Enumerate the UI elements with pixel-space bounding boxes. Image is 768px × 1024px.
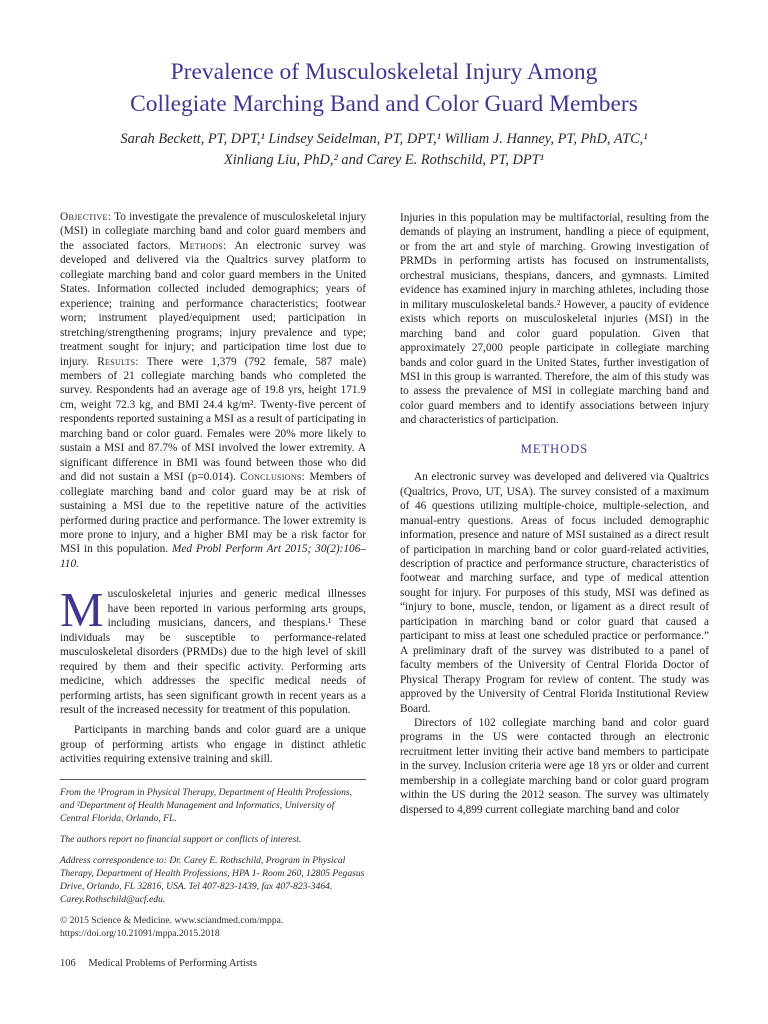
right-column bbox=[400, 211, 709, 817]
footnote-affiliation: From the ¹Program in Physical Therapy, Department of Health Professions, and ²Department of Health Management and Informatics, University of Central Florida, Orlando, FL. bbox=[60, 787, 352, 824]
journal-name: Medical Problems of Performing Artists bbox=[88, 958, 257, 969]
right-paragraph-1: Injuries in this population may be multifactorial, resulting from the demands of playing an instrument, handling a piece of equipment, or from the art and style of marching. Growing investigation of PRMDs in performing artists has focused on instrumentalists, orchestral musicians, thespians, dancers, and gymnasts. Limited evidence has examined injury in marching athletes, including those in military musculoskeletal bands.² However, a paucity of evidence exists which reports on musculoskeletal injuries (MSI) in the marching band and color guard population. Given that approximately 27,000 people participate in collegiate marching bands and color guard in the United States, further investigation of MSI in this group is warranted. Therefore, the aim of this study was to assess the prevalence of MSI in collegiate marching band and color guard members and to identify associations between injury and characteristics of participation. bbox=[400, 212, 709, 427]
left-column bbox=[60, 210, 366, 767]
abstract-results-text: There were 1,379 (792 female, 587 male) members of 21 collegiate marching bands who completed the survey. Respondents had an average age of 19.8 yrs, height 171.9 cm, weight 72.3 kg, and BMI 24.4 kg/m². Twenty-five percent of respondents reported sustaining a MSI as a result of participating in marching band or color guard. Females were 20% more likely to sustain a MSI and 87.7% of MSI involved the lower extremity. A significant difference in BMI was found between those who did and did not sustain a MSI (p=0.014). bbox=[60, 355, 366, 484]
intro-paragraph-1-text: usculoskeletal injuries and generic medical illnesses have been reported in various performing arts groups, including musicians, dancers, and thespians.¹ These individuals may be susceptible to performance-related musculoskeletal disorders (PRMDs) due to the high level of skill required by them and their specific activity. Performing arts medicine, which addresses the specific medical needs of performing artists, has seen significant growth in recent years as a result of the increased necessity for treatment of this population. bbox=[60, 588, 366, 716]
authors-line-1: Sarah Beckett, PT, DPT,¹ Lindsey Seidelman, PT, DPT,¹ William J. Hanney, PT, PhD, ATC,¹ bbox=[120, 131, 648, 147]
abstract-conclusions-text: Members of collegiate marching band and color guard may be at risk of sustaining a MSI due to the repetitive nature of the activities performed during practice and performance. The lower extremity is more prone to injury, and a higher BMI may be a risk factor for MSI in this population. bbox=[60, 471, 366, 556]
methods-paragraph-1: An electronic survey was developed and delivered via Qualtrics (Qualtrics, Provo, UT, USA). The survey consisted of a maximum of 46 questions utilizing multiple-choice, multiple-selection, and manual-entry questions. Areas of focus included demographic information, presence and nature of MSI sustained as a direct result of participation in marching band or color guard-related activities, description of practice and performance structure, characteristics of footwear and marching surface, and type of medical attention sought for injury. For purposes of this study, MSI was defined as “injury to bone, muscle, tendon, or ligament as a direct result of participation in marching band or color guard that caused a participant to miss at least one scheduled practice or performance.” A preliminary draft of the survey was distributed to a panel of faculty members of the University of Central Florida Doctor of Physical Therapy Program for review of content. The study was approved by the University of Central Florida Institutional Review Board. bbox=[400, 471, 709, 715]
abstract bbox=[60, 210, 366, 571]
abstract-conclusions-label: Conclusions: bbox=[240, 471, 306, 484]
abstract-methods-label: Methods: bbox=[179, 239, 227, 252]
footnote-doi[interactable]: https://doi.org/10.21091/mppa.2015.2018 bbox=[60, 928, 220, 939]
article-title bbox=[60, 56, 708, 120]
footnote-copyright: © 2015 Science & Medicine. www.sciandmed.com/mppa. bbox=[60, 915, 284, 926]
intro-paragraph-1 bbox=[60, 582, 366, 717]
page-footer bbox=[60, 958, 267, 969]
intro-paragraph-2: Participants in marching bands and color guard are a unique group of performing artists who engage in distinct athletic activities requiring extensive training and skill. bbox=[60, 724, 366, 766]
authors-line-2: Xinliang Liu, PhD,² and Carey E. Rothschild, PT, DPT¹ bbox=[223, 152, 544, 168]
abstract-results-label: Results: bbox=[97, 355, 139, 368]
abstract-citation: Med Probl Perform Art 2015; 30(2):106–110. bbox=[60, 543, 367, 570]
introduction bbox=[60, 582, 366, 766]
methods-heading: METHODS bbox=[520, 441, 589, 456]
page-number: 106 bbox=[60, 958, 76, 969]
title-line-2: Collegiate Marching Band and Color Guard Members bbox=[130, 91, 638, 117]
drop-cap: M bbox=[60, 582, 104, 638]
footnote-correspondence: Address correspondence to: Dr. Carey E. Rothschild, Program in Physical Therapy, Department of Health Professions, HPA 1- Room 260, 12805 Pegasus Drive, Orlando, FL 32816, USA. Tel 407-823-1439, fax 407-823-3464. Carey.Rothschild@ucf.edu. bbox=[60, 855, 365, 905]
author-list bbox=[60, 129, 708, 171]
abstract-objective-label: Objective: bbox=[60, 211, 112, 223]
footnotes bbox=[60, 779, 366, 948]
footnote-funding: The authors report no financial support or conflicts of interest. bbox=[60, 834, 302, 845]
abstract-methods-text: An electronic survey was developed and delivered via the Qualtrics survey platform to collegiate marching band and color guard members in the United States. Information collected included demographics; years of experience; training and performance characteristics; footwear worn; instrument played/equipment used; participation in stretching/strengthening programs; injury prevalence and type; treatment sought for injury; and participation time lost due to injury. bbox=[60, 239, 366, 368]
title-line-1: Prevalence of Musculoskeletal Injury Among bbox=[170, 59, 598, 85]
abstract-objective-text: To investigate the prevalence of musculoskeletal injury (MSI) in collegiate marching band and color guard members and the associated factors. bbox=[60, 211, 366, 252]
methods-paragraph-2: Directors of 102 collegiate marching band and color guard programs in the US were contacted through an electronic recruitment letter inviting their active band members to participate in the survey. Inclusion criteria were age 18 yrs or older and current membership in a collegiate marching band or color guard program within the US during the 2012 season. The survey was ultimately dispersed to 4,899 current collegiate marching band and color bbox=[400, 716, 709, 816]
